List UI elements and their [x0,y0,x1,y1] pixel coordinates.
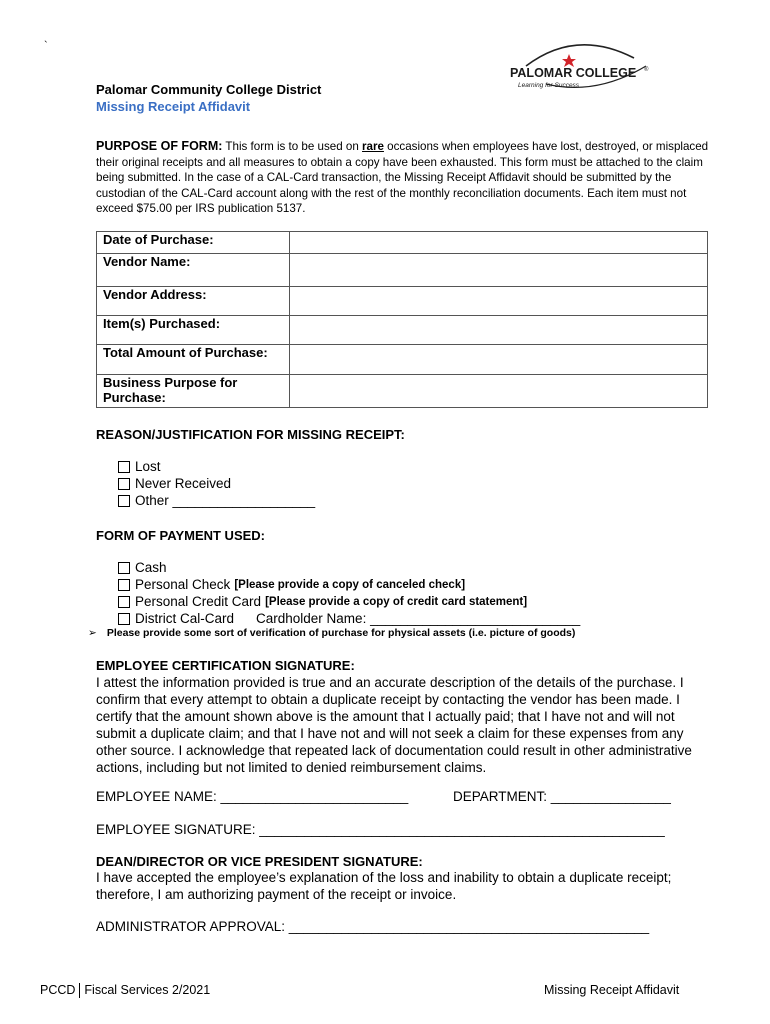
arrow-bullet-icon: ➢ [88,627,97,639]
employee-cert-text: I attest the information provided is true and an accurate description of the details of the purchase. I confirm that every attempt to obtain a duplicate receipt by contacting the vendor has been made. I certify that the amount shown above is the amount that I actually paid; that I have not and will not submit a duplicate claim; and that I have not and will not seek a claim for these expenses from any other source. I acknowledge that repeated lack of documentation could result in other administrative actions, including but not limited to denied reimbursement claims. [96,675,692,775]
purpose-label: PURPOSE OF FORM: [96,139,223,153]
reason-option-lost[interactable]: Lost [118,458,315,475]
purpose-text-before: This form is to be used on [222,140,363,153]
items-purchased-field[interactable] [290,316,708,345]
reason-option-never-received[interactable]: Never Received [118,475,315,492]
footer-divider [79,983,80,998]
checkbox[interactable] [118,478,130,490]
checkbox[interactable] [118,613,130,625]
table-row [97,287,708,316]
payment-option-district-cal-card[interactable]: District Cal-Card Cardholder Name: ____________________________ [118,610,580,627]
footer-left [40,983,210,998]
checkbox[interactable] [118,562,130,574]
stray-mark: ` [44,40,48,52]
footer-text: Fiscal Services 2/2021 [84,983,211,997]
department-field[interactable]: DEPARTMENT: ________________ [453,789,671,804]
items-purchased-label: Item(s) Purchased: [97,316,290,345]
table-row [97,316,708,345]
form-title: Missing Receipt Affidavit [96,99,251,114]
footer-right: Missing Receipt Affidavit [544,983,680,997]
payment-option-cash[interactable]: Cash [118,559,580,576]
employee-cert-title: EMPLOYEE CERTIFICATION SIGNATURE: [96,658,355,673]
logo-tagline: Learning for Success [518,82,580,89]
reason-options [118,458,315,509]
admin-approval-field[interactable]: ADMINISTRATOR APPROVAL: ________________________________________________ [96,919,650,934]
vendor-name-field[interactable] [290,254,708,287]
employee-name-field[interactable]: EMPLOYEE NAME: _________________________ [96,789,409,804]
table-row [97,232,708,254]
cardholder-name-field[interactable]: Cardholder Name: ____________________________ [256,611,581,626]
dean-cert-text: I have accepted the employee’s explanation of the loss and inability to obtain a duplicate receipt; therefore, I am authorizing payment of the receipt or invoice. [96,870,672,902]
checkbox[interactable] [118,596,130,608]
reason-title: REASON/JUSTIFICATION FOR MISSING RECEIPT: [96,427,405,442]
vendor-name-label: Vendor Name: [97,254,290,287]
purchase-info-table [96,231,708,408]
date-of-purchase-label: Date of Purchase: [97,232,290,254]
reason-option-other[interactable]: Other ___________________ [118,492,315,509]
payment-option-personal-check[interactable]: Personal Check [Please provide a copy of canceled check] [118,576,580,593]
vendor-address-field[interactable] [290,287,708,316]
vendor-address-label: Vendor Address: [97,287,290,316]
business-purpose-field[interactable] [290,375,708,408]
purpose-paragraph [96,139,716,217]
logo-trademark: ® [644,67,649,73]
payment-options [118,559,580,627]
org-name: Palomar Community College District [96,82,322,97]
checkbox[interactable] [118,579,130,591]
payment-option-personal-credit-card[interactable]: Personal Credit Card [Please provide a copy of credit card statement] [118,593,580,610]
palomar-logo [506,36,656,96]
table-row [97,345,708,375]
payment-note: [Please provide a copy of canceled check] [234,578,466,591]
purpose-text-after: occasions when employees have lost, destroyed, or misplaced their original receipts and all measures to obtain a copy have been exhausted. This form must be attached to the claim being submitted. In the case of a CAL-Card transaction, the Missing Receipt Affidavit should be submitted by the custodian of the CAL-Card account along with the rest of the monthly reconciliation documents. Each item must not exceed $75.00 per IRS publication 5137. [96,140,709,215]
business-purpose-label: Business Purpose for Purchase: [97,375,290,408]
footer-code: PCCD [40,983,76,997]
employee-signature-field[interactable]: EMPLOYEE SIGNATURE: ______________________________________________________ [96,822,665,837]
verification-note: ➢ Please provide some sort of verification of purchase for physical assets (i.e. picture of goods) [88,627,576,639]
dean-cert-title: DEAN/DIRECTOR OR VICE PRESIDENT SIGNATURE: [96,854,423,869]
checkbox[interactable] [118,495,130,507]
checkbox[interactable] [118,461,130,473]
payment-note: [Please provide a copy of credit card statement] [265,595,528,608]
payment-title: FORM OF PAYMENT USED: [96,528,266,543]
total-amount-field[interactable] [290,345,708,375]
purpose-emphasis: rare [362,140,384,153]
date-of-purchase-field[interactable] [290,232,708,254]
total-amount-label: Total Amount of Purchase: [97,345,290,375]
logo-name: PALOMAR COLLEGE [510,66,637,80]
table-row [97,375,708,408]
table-row [97,254,708,287]
